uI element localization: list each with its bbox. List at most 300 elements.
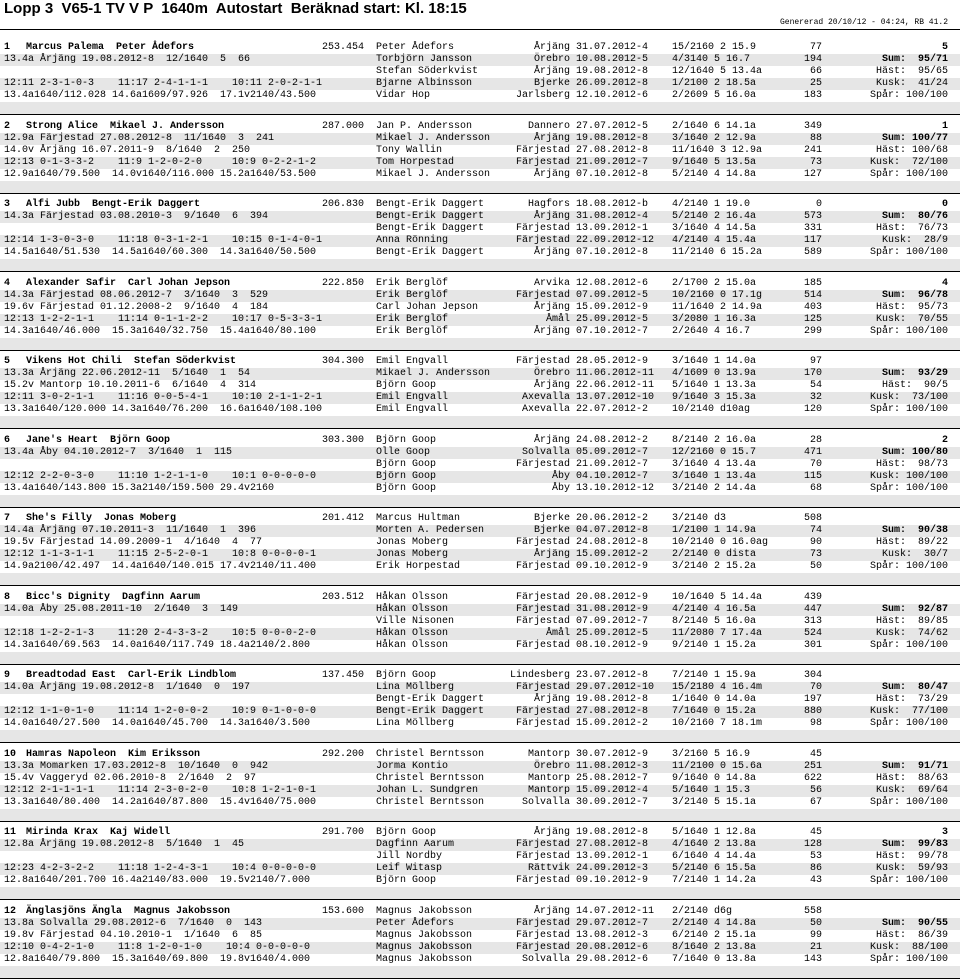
start-result: 6/2140 2 15.1a (672, 929, 757, 941)
start-stat: Spår: 100/100 (869, 404, 948, 415)
start-stat: Häst: 90/5 (881, 380, 948, 391)
start-odds: 170 (803, 368, 822, 379)
start-result: 5/1640 1 12.8a (672, 827, 757, 838)
start-date: 09.10.2012-9 (576, 875, 649, 886)
start-result: 15/2180 4 16.4m (672, 682, 763, 693)
start-track: Årjäng (533, 168, 570, 180)
horse-number: 8 (4, 591, 17, 603)
start-odds: 97 (809, 356, 822, 367)
start-driver: Mikael J. Andersson (376, 132, 491, 144)
start-odds: 313 (803, 615, 822, 627)
start-result: 4/2140 1 19.0 (672, 199, 751, 210)
start-result: 4/3140 5 16.7 (672, 54, 751, 65)
horse-history-line: 14.0a Åby 25.08.2011-10 2/1640 3 149 (4, 603, 239, 615)
start-odds: 45 (809, 827, 822, 838)
start-odds: 98 (809, 718, 822, 729)
start-odds: 120 (803, 404, 822, 415)
start-date: 12.08.2012-6 (576, 277, 649, 289)
start-date: 29.07.2012-7 (576, 917, 649, 929)
start-stat: Spår: 100/100 (869, 90, 948, 101)
start-date: 20.08.2012-9 (576, 591, 649, 603)
start-row (0, 302, 960, 314)
start-driver: Lina Möllberg (376, 718, 455, 729)
start-odds: 45 (809, 748, 822, 760)
start-row (0, 483, 960, 495)
start-driver: Peter Ådefors (376, 42, 455, 53)
start-driver: Olle Goop (376, 446, 431, 458)
start-track: Örebro (533, 760, 570, 772)
start-row (0, 887, 960, 899)
horse-header-row (0, 42, 960, 54)
horse-header-row (0, 435, 960, 447)
start-row (0, 247, 960, 259)
start-date: 13.09.2012-1 (576, 851, 649, 862)
start-row (0, 157, 960, 169)
start-stat: Spår: 100/100 (869, 247, 948, 258)
start-date: 20.08.2012-6 (576, 941, 649, 953)
start-driver: Jill Nordby (376, 851, 443, 862)
start-odds: 304 (803, 670, 822, 681)
start-result: 15/2160 2 15.9 (672, 42, 757, 53)
horse-history-line: 12:14 1-3-0-3-0 11:18 0-3-1-2-1 10:15 0-1-4-0-1 (4, 235, 323, 246)
start-date: 28.05.2012-9 (576, 356, 649, 367)
start-date: 21.09.2012-7 (576, 156, 649, 168)
start-driver: Johan L. Sundgren (376, 784, 479, 796)
start-odds: 54 (809, 380, 822, 391)
start-date: 07.10.2012-7 (576, 325, 649, 337)
horse-divider (0, 193, 960, 194)
start-driver: Björn Goop (376, 470, 437, 482)
horse-history-line: 12:18 1-2-2-1-3 11:20 2-4-3-3-2 10:5 0-0-0-2-0 (4, 627, 317, 639)
horse-points: 203.512 (321, 591, 364, 603)
start-result: 3/2160 5 16.9 (672, 748, 751, 760)
start-date: 22.07.2012-2 (576, 404, 649, 415)
start-odds: 28 (809, 434, 822, 446)
start-row (0, 809, 960, 821)
start-stat: Spår: 100/100 (869, 718, 948, 729)
start-stat: Häst: 89/85 (875, 615, 948, 627)
start-date: 15.09.2012-9 (576, 301, 649, 313)
start-stat: Kusk: 72/100 (869, 156, 948, 168)
start-track: Färjestad (515, 458, 570, 470)
horse-driver: Bengt-Erik Daggert (92, 199, 201, 210)
start-track: Årjäng (533, 380, 570, 391)
start-result: 9/2140 1 15.2a (672, 639, 757, 651)
start-date: 20.06.2012-2 (576, 513, 649, 524)
start-driver: Lina Möllberg (376, 682, 455, 693)
start-date: 24.08.2012-2 (576, 434, 649, 446)
horse-rank: 1 (941, 120, 948, 132)
start-row (0, 549, 960, 561)
start-row (0, 966, 960, 978)
start-result: 3/2140 2 14.4a (672, 482, 757, 494)
horse-history-line: 19.6v Färjestad 01.12.2008-2 9/1640 4 184 (4, 301, 269, 313)
start-date: 07.09.2012-5 (576, 289, 649, 301)
start-result: 2/2140 d6g (672, 905, 733, 917)
start-driver: Bengt-Erik Daggert (376, 694, 485, 705)
start-driver: Bengt-Erik Daggert (376, 706, 485, 717)
start-date: 08.10.2012-9 (576, 639, 649, 651)
start-odds: 439 (803, 591, 822, 603)
horse-name: She's Filly (26, 513, 93, 524)
start-result: 3/1640 4 14.5a (672, 223, 757, 234)
start-track: Årjäng (533, 827, 570, 838)
horse-rank: 3 (941, 827, 948, 838)
horse-history-line: 15.4v Vaggeryd 02.06.2010-8 2/1640 2 97 (4, 772, 257, 784)
start-row (0, 682, 960, 694)
start-driver: Ville Nisonen (376, 615, 455, 627)
start-result: 7/2140 1 15.9a (672, 670, 757, 681)
start-odds: 70 (809, 682, 822, 693)
horse-divider (0, 821, 960, 822)
start-result: 5/2140 2 16.4a (672, 211, 757, 222)
start-driver: Björn Goop (376, 875, 437, 886)
start-driver: Bengt-Erik Daggert (376, 247, 485, 258)
start-row (0, 78, 960, 90)
horse-points: 303.300 (321, 434, 364, 446)
start-driver: Jonas Moberg (376, 537, 449, 548)
start-result: 10/2160 0 17.1g (672, 289, 763, 301)
start-result: 12/2160 0 15.7 (672, 446, 757, 458)
start-odds: 0 (815, 199, 822, 210)
start-track: Årjäng (533, 434, 570, 446)
horse-name: Marcus Palema (26, 42, 105, 53)
start-row (0, 235, 960, 247)
horse-name: Änglasjöns Ängla (26, 905, 123, 917)
start-result: 2/2140 4 14.8a (672, 917, 757, 929)
start-stat: Sum: 100/80 (881, 446, 948, 458)
horse-name: Breadtodad East (26, 670, 117, 681)
horse-rank: 2 (941, 434, 948, 446)
start-stat: Spår: 100/100 (869, 325, 948, 337)
start-stat: Häst: 99/78 (875, 851, 948, 862)
start-result: 7/1640 0 15.2a (672, 706, 757, 717)
start-driver: Carl Johan Jepson (376, 301, 479, 313)
start-result: 1/2100 2 18.5a (672, 78, 757, 89)
start-row (0, 875, 960, 887)
horse-name: Mirinda Krax (26, 827, 99, 838)
start-odds: 117 (803, 235, 822, 246)
start-date: 15.09.2012-2 (576, 549, 649, 560)
start-stat: Häst: 73/29 (875, 694, 948, 705)
start-stat: Kusk: 70/55 (875, 313, 948, 325)
start-odds: 50 (809, 561, 822, 572)
horse-divider (0, 899, 960, 900)
horse-header-row (0, 121, 960, 133)
start-driver: Erik Berglöf (376, 289, 449, 301)
start-row (0, 706, 960, 718)
horse-history-line: 19.5v Färjestad 14.09.2009-1 4/1640 4 77 (4, 537, 263, 548)
start-date: 27.08.2012-8 (576, 706, 649, 717)
start-row (0, 761, 960, 773)
horse-points: 137.450 (321, 670, 364, 681)
start-odds: 115 (803, 470, 822, 482)
horse-history-line: 12:13 1-2-2-1-1 11:14 0-1-1-2-2 10:17 0-5-3-3-1 (4, 313, 323, 325)
start-odds: 25 (809, 78, 822, 89)
start-track: Åby (551, 470, 570, 482)
start-stat: Sum: 80/76 (881, 211, 948, 222)
start-result: 3/1640 2 12.9a (672, 132, 757, 144)
start-odds: 21 (809, 941, 822, 953)
start-date: 11.06.2012-11 (576, 368, 655, 379)
start-date: 24.09.2012-3 (576, 863, 649, 874)
start-row (0, 90, 960, 102)
start-result: 4/2140 4 16.5a (672, 603, 757, 615)
start-odds: 194 (803, 54, 822, 65)
start-stat: Sum: 80/47 (881, 682, 948, 693)
start-track: Årjäng (533, 211, 570, 222)
start-stat: Sum: 96/78 (881, 289, 948, 301)
horse-divider (0, 350, 960, 351)
start-row (0, 839, 960, 851)
horse-header-row (0, 827, 960, 839)
start-driver: Björn Goop (376, 482, 437, 494)
start-date: 22.09.2012-12 (576, 235, 655, 246)
start-stat: Sum: 93/29 (881, 368, 948, 379)
horse-rank: 4 (941, 277, 948, 289)
start-odds: 524 (803, 627, 822, 639)
start-result: 10/2140 d10ag (672, 404, 751, 415)
start-date: 09.10.2012-9 (576, 561, 649, 572)
start-date: 19.08.2012-8 (576, 694, 649, 705)
start-odds: 185 (803, 277, 822, 289)
horse-history-line: 12:12 1-1-3-1-1 11:15 2-5-2-0-1 10:8 0-0-0-0-1 (4, 549, 317, 560)
start-driver: Mikael J. Andersson (376, 368, 491, 379)
start-row (0, 851, 960, 863)
horse-points: 206.830 (321, 199, 364, 210)
horse-block (0, 121, 960, 193)
horse-history-line: 13.3a1640/120.000 14.3a1640/76.200 16.6a1640/108.100 (4, 404, 323, 415)
start-track: Örebro (533, 368, 570, 379)
start-row (0, 471, 960, 483)
horse-header-row (0, 749, 960, 761)
start-stat: Spår: 100/100 (869, 796, 948, 808)
start-driver: Marcus Hultman (376, 513, 461, 524)
horse-history-line: 13.3a Momarken 17.03.2012-8 10/1640 0 942 (4, 760, 269, 772)
horse-rank: 5 (941, 42, 948, 53)
horse-block (0, 356, 960, 428)
horse-points: 253.454 (321, 42, 364, 53)
start-row (0, 145, 960, 157)
start-row (0, 718, 960, 730)
start-track: Bjerke (533, 513, 570, 524)
start-row (0, 314, 960, 326)
start-track: Mantorp (527, 772, 570, 784)
start-track: Färjestad (515, 706, 570, 717)
start-row (0, 102, 960, 114)
start-row (0, 338, 960, 350)
start-stat: Kusk: 59/93 (875, 863, 948, 874)
start-track: Färjestad (515, 615, 570, 627)
start-driver: Emil Engvall (376, 404, 449, 415)
start-date: 27.07.2012-5 (576, 120, 649, 132)
start-row (0, 954, 960, 966)
horse-number: 12 (4, 905, 23, 917)
start-row (0, 495, 960, 507)
start-result: 9/1640 0 14.8a (672, 772, 757, 784)
start-stat: Kusk: 30/7 (881, 549, 948, 560)
start-date: 19.08.2012-8 (576, 132, 649, 144)
start-odds: 197 (803, 694, 822, 705)
start-track: Åmål (545, 627, 570, 639)
start-result: 5/2140 4 14.8a (672, 168, 757, 180)
start-track: Rättvik (527, 863, 570, 874)
start-driver: Erik Horpestad (376, 561, 461, 572)
start-stat: Sum: 100/77 (881, 132, 948, 144)
start-track: Axevalla (521, 404, 570, 415)
start-stat: Kusk: 74/62 (875, 627, 948, 639)
start-driver: Magnus Jakobsson (376, 953, 473, 965)
start-driver: Björn Goop (376, 380, 437, 391)
start-stat: Sum: 90/55 (881, 917, 948, 929)
horse-divider (0, 428, 960, 429)
horse-history-line: 12.8a1640/79.800 15.3a1640/69.800 19.8v1640/4.000 (4, 953, 311, 965)
horse-number: 5 (4, 356, 17, 367)
start-stat: Spår: 100/100 (869, 953, 948, 965)
start-odds: 331 (803, 223, 822, 234)
start-track: Årjäng (533, 694, 570, 705)
start-date: 25.09.2012-5 (576, 313, 649, 325)
start-stat: Spår: 100/100 (869, 639, 948, 651)
start-date: 04.10.2012-7 (576, 470, 649, 482)
start-odds: 73 (809, 156, 822, 168)
start-track: Jarlsberg (515, 90, 570, 101)
start-stat: Häst: 76/73 (875, 223, 948, 234)
horse-points: 153.600 (321, 905, 364, 917)
start-result: 11/2140 6 15.2a (672, 247, 763, 258)
start-date: 31.07.2012-4 (576, 42, 649, 53)
start-date: 07.10.2012-8 (576, 168, 649, 180)
horse-rank: 0 (941, 199, 948, 210)
start-row (0, 616, 960, 628)
start-result: 1/1640 0 14.0a (672, 694, 757, 705)
start-track: Årjäng (533, 66, 570, 77)
start-stat: Sum: 92/87 (881, 603, 948, 615)
start-row (0, 773, 960, 785)
start-row (0, 326, 960, 338)
horse-block (0, 42, 960, 114)
horse-history-line: 12:11 2-3-1-0-3 11:17 2-4-1-1-1 10:11 2-0-2-1-1 (4, 78, 323, 89)
start-track: Solvalla (521, 953, 570, 965)
start-driver: Erik Berglöf (376, 313, 449, 325)
start-row (0, 628, 960, 640)
horse-history-line: 12:12 2-2-0-3-0 11:10 1-2-1-1-0 10:1 0-0-0-0-0 (4, 470, 317, 482)
horse-divider (0, 978, 960, 979)
start-odds: 447 (803, 603, 822, 615)
start-row (0, 652, 960, 664)
start-row (0, 459, 960, 471)
start-odds: 77 (809, 42, 822, 53)
start-row (0, 392, 960, 404)
start-row (0, 404, 960, 416)
start-stat: Spår: 100/100 (869, 875, 948, 886)
start-track: Färjestad (515, 718, 570, 729)
start-result: 5/1640 1 15.3 (672, 784, 751, 796)
horse-history-line: 12:10 0-4-2-1-0 11:8 1-2-0-1-0 10:4 0-0-0-0-0 (4, 941, 311, 953)
horse-name: Strong Alice (26, 120, 99, 132)
start-track: Mantorp (527, 748, 570, 760)
horse-history-line: 14.5a1640/51.530 14.5a1640/60.300 14.3a1640/50.500 (4, 247, 317, 258)
start-track: Färjestad (515, 851, 570, 862)
start-row (0, 133, 960, 145)
start-date: 25.08.2012-7 (576, 772, 649, 784)
start-date: 23.07.2012-8 (576, 670, 649, 681)
start-odds: 589 (803, 247, 822, 258)
horse-history-line: 12:13 0-1-3-3-2 11:9 1-2-0-2-0 10:9 0-2-2-1-2 (4, 156, 317, 168)
horse-divider (0, 742, 960, 743)
horse-name: Hamras Napoleon (26, 748, 117, 760)
start-date: 19.08.2012-8 (576, 66, 649, 77)
start-track: Färjestad (515, 682, 570, 693)
start-odds: 128 (803, 839, 822, 850)
horse-divider (0, 585, 960, 586)
horse-history-line: 13.3a Årjäng 22.06.2012-11 5/1640 1 54 (4, 368, 251, 379)
horse-history-line: 12:12 2-1-1-1-1 11:14 2-3-0-2-0 10:8 1-2-1-0-1 (4, 784, 317, 796)
start-driver: Erik Berglöf (376, 277, 449, 289)
horse-history-line: 12.9a Färjestad 27.08.2012-8 11/1640 3 241 (4, 132, 275, 144)
start-row (0, 797, 960, 809)
start-driver: Björn Goop (376, 670, 437, 681)
start-driver: Torbjörn Jansson (376, 54, 473, 65)
start-track: Färjestad (515, 875, 570, 886)
start-odds: 403 (803, 301, 822, 313)
start-stat: Sum: 99/83 (881, 839, 948, 850)
start-row (0, 573, 960, 585)
start-row (0, 380, 960, 392)
start-result: 10/2140 0 16.0ag (672, 537, 769, 548)
horse-driver: Peter Ådefors (116, 42, 195, 53)
start-date: 15.09.2012-4 (576, 784, 649, 796)
horse-history-line: 14.3a Färjestad 03.08.2010-3 9/1640 6 394 (4, 211, 269, 222)
start-row (0, 537, 960, 549)
start-row (0, 223, 960, 235)
horse-block (0, 670, 960, 742)
start-track: Färjestad (515, 289, 570, 301)
start-driver: Erik Berglöf (376, 325, 449, 337)
start-result: 5/1640 1 13.3a (672, 380, 757, 391)
start-track: Färjestad (515, 603, 570, 615)
start-date: 13.08.2012-3 (576, 929, 649, 941)
horse-number: 3 (4, 199, 17, 210)
start-result: 10/2160 7 18.1m (672, 718, 763, 729)
start-stat: Häst: 88/63 (875, 772, 948, 784)
horse-number: 11 (4, 827, 23, 838)
start-track: Färjestad (515, 591, 570, 603)
start-result: 5/2140 6 15.5a (672, 863, 757, 874)
start-result: 1/2100 1 14.9a (672, 525, 757, 536)
horse-number: 10 (4, 748, 23, 760)
start-odds: 508 (803, 513, 822, 524)
start-track: Färjestad (515, 561, 570, 572)
horse-points: 291.700 (321, 827, 364, 838)
start-track: Färjestad (515, 235, 570, 246)
start-odds: 514 (803, 289, 822, 301)
start-result: 12/1640 5 13.4a (672, 66, 763, 77)
start-result: 3/2140 d3 (672, 513, 727, 524)
start-track: Dannero (527, 120, 570, 132)
start-track: Färjestad (515, 941, 570, 953)
start-track: Hagfors (527, 199, 570, 210)
start-odds: 32 (809, 392, 822, 403)
start-result: 7/2140 1 14.2a (672, 875, 757, 886)
start-odds: 68 (809, 482, 822, 494)
start-row (0, 694, 960, 706)
start-track: Färjestad (515, 223, 570, 234)
start-result: 11/1640 3 12.9a (672, 144, 763, 156)
start-driver: Håkan Olsson (376, 639, 449, 651)
start-odds: 50 (809, 917, 822, 929)
horse-driver: Mikael J. Andersson (110, 120, 225, 132)
